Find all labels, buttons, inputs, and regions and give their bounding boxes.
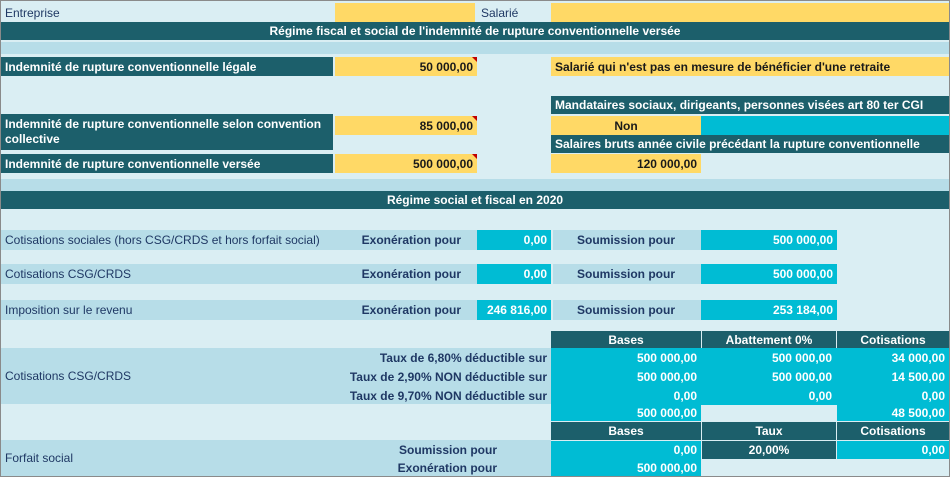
exoneration-label: Exonération pour [361, 267, 461, 281]
row-label: Cotisations CSG/CRDS [1, 264, 477, 284]
forfait-soumission-base: 0,00 [551, 441, 701, 459]
forfait-cotisation: 0,00 [837, 441, 949, 459]
csg-total-base: 500 000,00 [551, 404, 701, 421]
csg-abattement: 500 000,00 [702, 348, 836, 367]
csg-cotisation: 34 000,00 [837, 348, 949, 367]
forfait-header-bases: Bases [551, 422, 701, 440]
forfait-label: Forfait social [1, 440, 551, 476]
exoneration-value: 246 816,00 [477, 300, 551, 320]
soumission-label: Soumission pour [553, 230, 701, 250]
retraite-label: Salarié qui n'est pas en mesure de bénéficier d'une retraite [551, 57, 949, 76]
csg-base: 0,00 [551, 386, 701, 405]
section-title-regime-social: Régime social et fiscal en 2020 [1, 191, 949, 209]
convention-value[interactable] [335, 116, 477, 135]
csg-base: 500 000,00 [551, 367, 701, 386]
entreprise-label: Entreprise [5, 5, 60, 20]
soumission-value: 500 000,00 [701, 264, 837, 284]
csg-rate-label: Taux de 9,70% NON déductible sur [349, 388, 547, 403]
csg-header-bases: Bases [551, 331, 701, 348]
exoneration-value: 0,00 [477, 264, 551, 284]
soumission-value: 500 000,00 [701, 230, 837, 250]
forfait-soumission-label: Soumission pour [398, 443, 497, 457]
mandataires-fill [701, 116, 949, 135]
csg-rate-label: Taux de 2,90% NON déductible sur [349, 369, 547, 384]
csg-cotisation: 14 500,00 [837, 367, 949, 386]
mandataires-select[interactable]: Non [551, 116, 701, 135]
csg-label: Cotisations CSG/CRDS [1, 348, 551, 404]
salarie-label: Salarié [481, 5, 519, 20]
mandataires-label: Mandataires sociaux, dirigeants, personnes visées art 80 ter CGI [551, 96, 949, 114]
entreprise-input[interactable] [335, 3, 475, 22]
csg-total-cotisation: 48 500,00 [837, 404, 949, 421]
forfait-taux: 20,00% [702, 441, 836, 459]
legale-value[interactable] [335, 57, 477, 76]
salaires-value[interactable]: 120 000,00 [551, 154, 701, 173]
versee-label: Indemnité de rupture conventionnelle versée [1, 154, 333, 173]
row-label: Cotisations sociales (hors CSG/CRDS et hors forfait social) [1, 230, 477, 250]
band-row [1, 42, 949, 54]
csg-abattement: 500 000,00 [702, 367, 836, 386]
salaires-label: Salaires bruts année civile précédant la rupture conventionnelle [551, 135, 949, 153]
forfait-header-taux: Taux [702, 422, 836, 440]
forfait-header-cotisations: Cotisations [837, 422, 949, 440]
csg-cotisation: 0,00 [837, 386, 949, 405]
soumission-value: 253 184,00 [701, 300, 837, 320]
comment-marker [472, 57, 477, 62]
soumission-label: Soumission pour [553, 300, 701, 320]
csg-base: 500 000,00 [551, 348, 701, 367]
convention-label: Indemnité de rupture conventionnelle selon convention collective [1, 114, 333, 150]
row-label: Imposition sur le revenu [1, 300, 477, 320]
versee-value[interactable] [335, 154, 477, 173]
comment-marker [472, 154, 477, 159]
comment-marker [472, 116, 477, 121]
legale-label: Indemnité de rupture conventionnelle légale [1, 57, 333, 76]
csg-rate-label: Taux de 6,80% déductible sur [379, 350, 547, 365]
legale-value-text: 50 000,00 [419, 59, 473, 74]
versee-value-text: 500 000,00 [412, 156, 473, 171]
csg-header-cotisations: Cotisations [837, 331, 949, 348]
section-title-regime-fiscal: Régime fiscal et social de l'indemnité de rupture conventionnelle versée [1, 22, 949, 40]
exoneration-label: Exonération pour [361, 303, 461, 317]
forfait-exoneration-label: Exonération pour [397, 461, 497, 475]
csg-abattement: 0,00 [702, 386, 836, 405]
band-row [1, 179, 949, 191]
exoneration-value: 0,00 [477, 230, 551, 250]
forfait-exoneration-base: 500 000,00 [551, 459, 701, 476]
salarie-input[interactable] [551, 3, 949, 22]
exoneration-label: Exonération pour [361, 233, 461, 247]
csg-header-abattement: Abattement 0% [702, 331, 836, 348]
convention-value-text: 85 000,00 [419, 118, 473, 133]
soumission-label: Soumission pour [553, 264, 701, 284]
